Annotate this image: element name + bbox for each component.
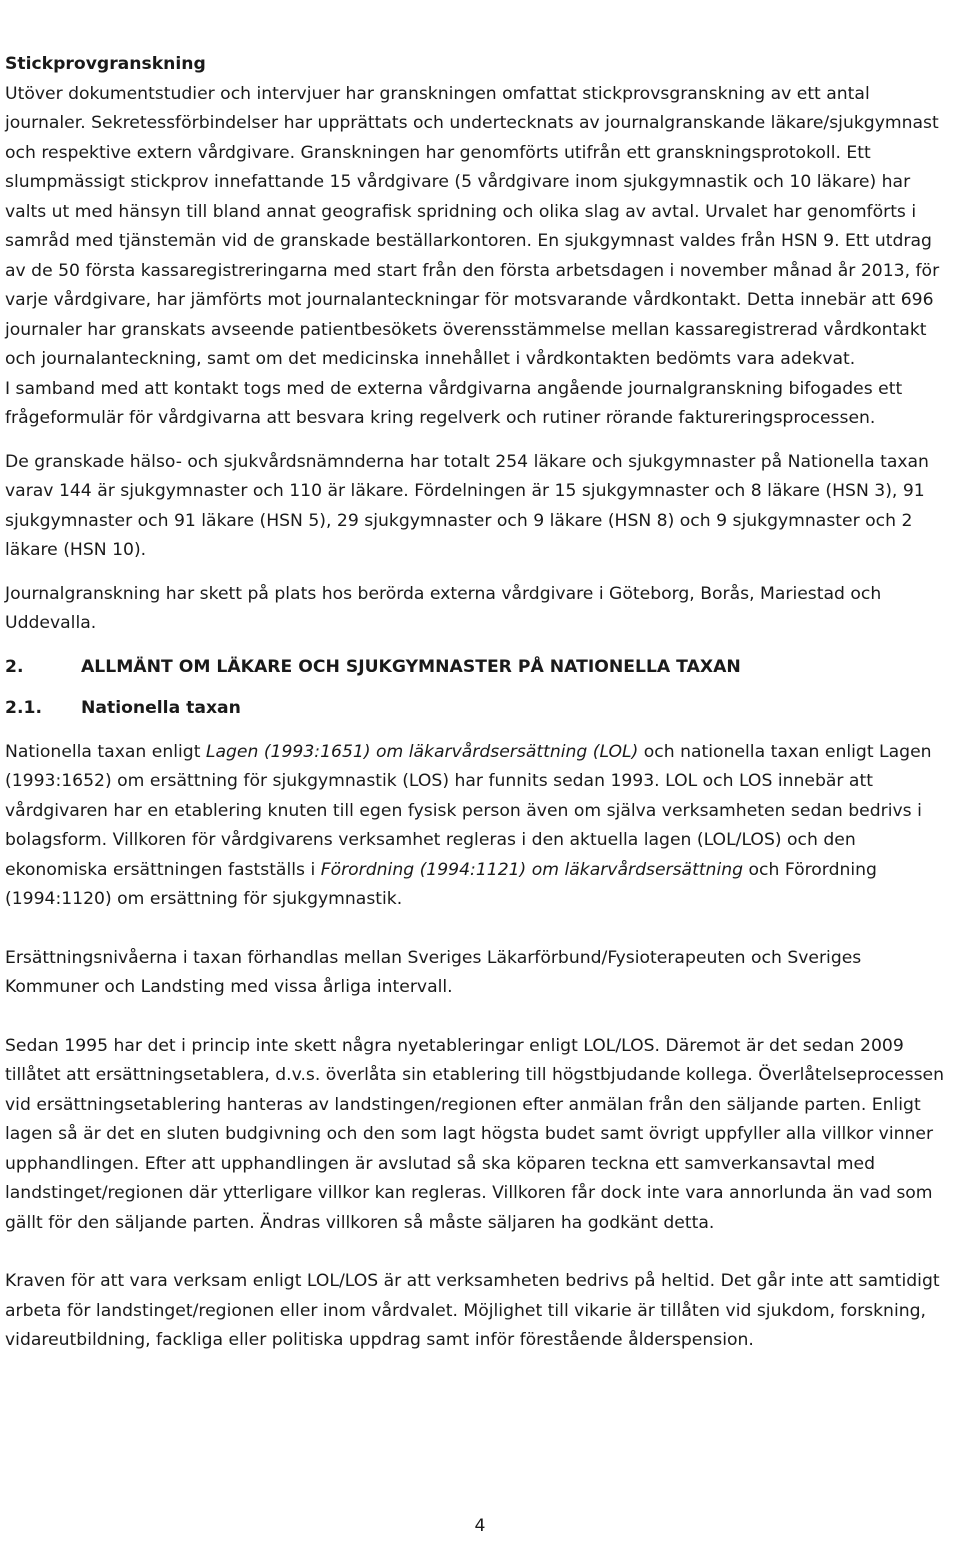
paragraph-stickprov: Utöver dokumentstudier och intervjuer har granskningen omfattat stickprovsgranskning av ett antal journaler. Sekretessförbindelser har upprättats och undertecknats av journalgranskande läkare/sjukgymnast och respektive extern vårdgivare. Granskningen har genomförts utifrån ett granskningsprotokoll. Ett slumpmässigt stickprov innefattande 15 vårdgivare (5 vårdgivare inom sjukgymnastik och 10 läkare) har valts ut med hänsyn till bland annat geografisk spridning och olika slag av avtal. Urvalet har genomförts i samråd med tjänstemän vid de granskade beställarkontoren. En sjukgymnast valdes från HSN 9. Ett utdrag av de 50 första kassaregistreringarna med start från den första arbetsdagen i november månad år 2013, för varje vårdgivare, har jämförts mot journalanteckningar för motsvarande vårdkontakt. Detta innebär att 696 journaler har granskats avseende patientbesökets överensstämmelse mellan kassaregistrerad vårdkontakt och journalanteckning, samt om det medicinska innehållet i vårdkontakten bedömts vara adekvat. bbox=[5, 83, 940, 369]
paragraph-fragorformular: I samband med att kontakt togs med de externa vårdgivarna angående journalgranskning bifogades ett frågeformulär för vårdgivarna att besvara kring regelverk och rutiner rörande faktureringsprocessen. bbox=[5, 378, 903, 428]
paragraph-granskade-namnder: De granskade hälso- och sjukvårdsnämnderna har totalt 254 läkare och sjukgymnaster på Nationella taxan varav 144 är sjukgymnaster och 110 är läkare. Fördelningen är 15 sjukgymnaster och 8 läkare (HSN 3), 91 sjukgymnaster och 91 läkare (HSN 5), 29 sjukgymnaster och 9 läkare (HSN 8) och 9 sjukgymnaster och 2 läkare (HSN 10). bbox=[5, 451, 929, 560]
paragraph-ersattningsnivaer: Ersättningsnivåerna i taxan förhandlas mellan Sveriges Läkarförbund/Fysioterapeuten och Sveriges Kommuner och Landsting med vissa årliga intervall. bbox=[5, 947, 862, 997]
heading-number: 2.1. bbox=[5, 698, 42, 718]
text-run: Nationella taxan enligt bbox=[5, 741, 206, 762]
section-title: Stickprovgranskning bbox=[5, 54, 206, 74]
heading-section-2 bbox=[5, 653, 955, 683]
paragraph-nationella-taxan bbox=[5, 738, 955, 915]
paragraph-nyetableringar: Sedan 1995 har det i princip inte skett några nyetableringar enligt LOL/LOS. Däremot är det sedan 2009 tillåtet att ersättningsetablera, d.v.s. överlåta sin etablering till högstbjudande kollega. Överlåtelseprocessen vid ersättningsetablering hanteras av landstingen/regionen efter anmälan från den säljande parten. Enligt lagen så är det en sluten budgivning och den som lagt högsta budet samt övrigt uppfyller alla villkor vinner upphandlingen. Efter att upphandlingen är avslutad så ska köparen teckna ett samverkansavtal med landstinget/regionen där ytterligare villkor kan regleras. Villkoren får dock inte vara annorlunda än vad som gällt för den säljande parten. Ändras villkoren så måste säljaren ha godkänt detta. bbox=[5, 1035, 945, 1233]
page-number: 4 bbox=[474, 1516, 486, 1536]
heading-section-2-1 bbox=[5, 694, 955, 724]
paragraph-krav: Kraven för att vara verksam enligt LOL/LOS är att verksamheten bedrivs på heltid. Det går inte att samtidigt arbeta för landstinget/regionen eller inom vårdvalet. Möjlighet till vikarie är tillåten vid sjukdom, forskning, vidareutbildning, fackliga eller politiska uppdrag samt inför förestående ålderspension. bbox=[5, 1271, 940, 1350]
law-reference: Lagen (1993:1651) om läkarvårdsersättning (LOL) bbox=[205, 741, 639, 762]
text-run: och Förordning (1994:1120) om ersättning för sjukgymnastik. bbox=[5, 859, 877, 909]
paragraph-granskning-plats: Journalgranskning har skett på plats hos berörda externa vårdgivare i Göteborg, Borås, Mariestad och Uddevalla. bbox=[5, 583, 882, 633]
text-run: och nationella taxan enligt Lagen (1993:1652) om ersättning för sjukgymnastik (LOS) har funnits sedan 1993. LOL och LOS innebär att vårdgivaren har en etablering knuten till egen fysisk person även om själva verksamheten sedan bedrivs i bolagsform. Villkoren för vårdgivarens verksamhet regleras i den aktuella lagen (LOL/LOS) och den ekonomiska ersättningen fastställs i bbox=[5, 741, 932, 880]
heading-number: 2. bbox=[5, 656, 24, 677]
ordinance-reference: Förordning (1994:1121) om läkarvårdsersättning bbox=[320, 859, 744, 880]
document-page bbox=[5, 50, 955, 1356]
heading-title: Nationella taxan bbox=[81, 698, 241, 718]
heading-title: ALLMÄNT OM LÄKARE OCH SJUKGYMNASTER PÅ NATIONELLA TAXAN bbox=[81, 656, 741, 677]
